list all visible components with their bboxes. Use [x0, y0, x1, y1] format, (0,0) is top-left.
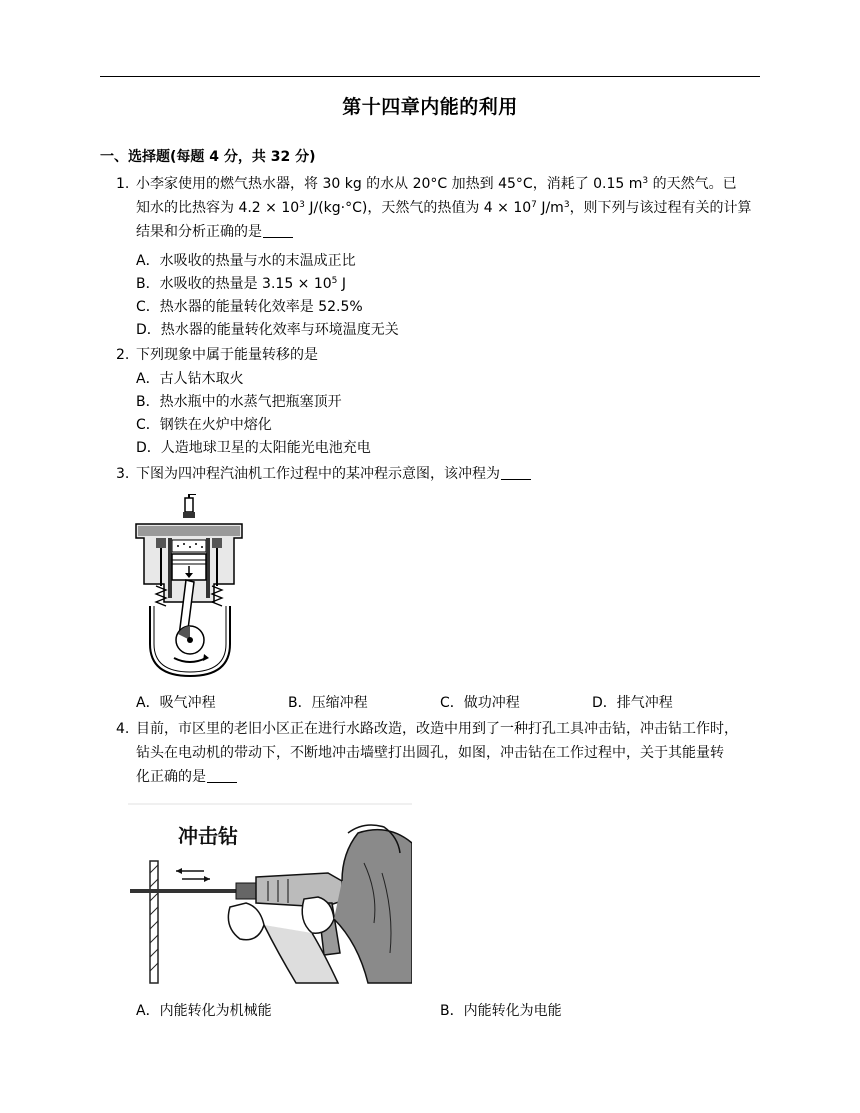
question-3-option-b[interactable]: B．压缩冲程	[288, 695, 368, 711]
question-4-number: 4.	[116, 721, 130, 737]
question-4-option-b[interactable]: B．内能转化为电能	[440, 1003, 562, 1019]
question-3-option-a[interactable]: A．吸气冲程	[136, 695, 216, 711]
question-1-line-3: 结果和分析正确的是	[116, 220, 762, 244]
question-3-number: 3.	[116, 466, 130, 482]
question-4-option-a[interactable]: A．内能转化为机械能	[136, 1003, 272, 1019]
header-rule	[100, 76, 760, 77]
impact-drill-figure	[128, 803, 412, 989]
question-1	[116, 172, 762, 244]
question-2-option-a[interactable]: A．古人钻木取火	[136, 371, 244, 387]
page-title: 第十四章内能的利用	[342, 96, 518, 118]
question-4-line-3: 化正确的是	[116, 765, 762, 789]
question-4-line-1: 4. 目前，市区里的老旧小区正在进行水路改造，改造中用到了一种打孔工具冲击钻，冲击钻工作时，	[116, 717, 762, 741]
answer-blank[interactable]	[501, 465, 531, 480]
question-1-option-d[interactable]: D．热水器的能量转化效率与环境温度无关	[136, 322, 399, 338]
question-2-option-b[interactable]: B．热水瓶中的水蒸气把瓶塞顶开	[136, 394, 342, 410]
answer-blank[interactable]	[207, 768, 237, 783]
question-3: 3. 下图为四冲程汽油机工作过程中的某冲程示意图，该冲程为	[116, 462, 762, 486]
question-1-option-b[interactable]: B．水吸收的热量是 $3.15 \times 10^5$ J	[136, 276, 346, 292]
four-stroke-engine-figure	[134, 494, 246, 678]
impact-drill-drawing	[128, 803, 412, 989]
question-1-line-2: 知水的比热容为 $4.2 \times 10^3$ J/(kg·°C)，天然气的热值为 $4 \times 10^7$ $J/m^3$，则下列与该过程有关的计算	[136, 200, 752, 216]
question-1-option-a[interactable]: A．水吸收的热量与水的末温成正比	[136, 253, 356, 269]
question-2-option-c[interactable]: C．钢铁在火炉中熔化	[136, 417, 272, 433]
question-4	[116, 717, 762, 789]
question-3-option-d[interactable]: D．排气冲程	[592, 695, 673, 711]
question-1-number: 1.	[116, 176, 130, 192]
question-2-option-d[interactable]: D．人造地球卫星的太阳能光电池充电	[136, 440, 371, 456]
drill-label: 冲击钻	[178, 824, 238, 848]
answer-blank[interactable]	[263, 223, 293, 238]
question-1-option-c[interactable]: C．热水器的能量转化效率是 52.5%	[136, 299, 363, 315]
engine-diagram	[134, 494, 246, 678]
section-heading: 一、选择题(每题 4 分，共 32 分)	[100, 149, 316, 165]
question-2: 2. 下列现象中属于能量转移的是	[116, 343, 762, 367]
question-4-line-2: 钻头在电动机的带动下，不断地冲击墙壁打出圆孔，如图，冲击钻在工作过程中，关于其能量转	[136, 745, 724, 761]
question-2-number: 2.	[116, 347, 130, 363]
question-1-line-1: 1. 小李家使用的燃气热水器，将 30 kg 的水从 20°C 加热到 45°C，消耗了 0.15 $m^3$ 的天然气。已	[116, 172, 762, 196]
question-3-option-c[interactable]: C．做功冲程	[440, 695, 520, 711]
